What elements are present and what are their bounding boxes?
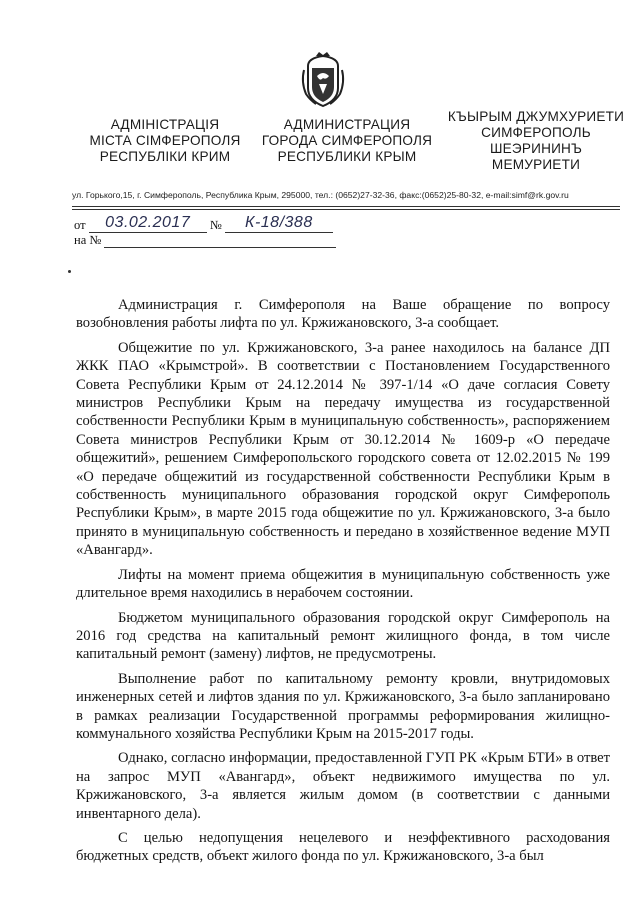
paragraph: Лифты на момент приема общежития в муниципальную собственность уже длительное время находились в нерабочем состоянии. bbox=[76, 566, 610, 602]
from-prefix: от bbox=[74, 218, 86, 232]
paragraph: С целью недопущения нецелевого и неэффективного расходования бюджетных средств, объект жилого фонда по ул. Кржижановского, 3-а был bbox=[76, 829, 610, 865]
outgoing-reference bbox=[74, 214, 333, 233]
org-line: ШЕЭРИНИНЪ bbox=[489, 141, 583, 156]
org-name-ukrainian bbox=[76, 117, 254, 165]
number-prefix: № bbox=[209, 218, 222, 232]
org-line: АДМІНІСТРАЦІЯ bbox=[110, 117, 220, 132]
paragraph: Бюджетом муниципального образования городской округ Симферополь на 2016 год средства на капитальный ремонт жилищного фонда, в том числе капитальный ремонт (замену) лифтов, не предусмотрены. bbox=[76, 609, 610, 663]
to-prefix: на № bbox=[74, 233, 102, 247]
paragraph: Общежитие по ул. Кржижановского, 3-а ранее находилось на балансе ДП ЖКК ПАО «Крымстрой». В соответствии с Постановлением Государственного Совета Республики Крым от 24.12.2014 № 397-1/14 «О даче согласия Совету министров Республики Крым на передачу имущества из государственной собственности Республики Крым в муниципальную собственность», распоряжением Совета министров Республики Крым от 30.12.2014 № 1609-р «О передаче общежитий», решением Симферопольского городского совета от 12.02.2015 № 199 «О передаче общежитий из государственной собственности Республики Крым в собственность муниципального образования городской округ Симферополь Республики Крым», в марте 2015 года общежитие по ул. Кржижановского, 3-а было принято в муниципальную собственность и передано в хозяйственное ведение МУП «Авангард». bbox=[76, 339, 610, 559]
coat-of-arms-icon bbox=[298, 52, 348, 110]
incoming-reference bbox=[74, 233, 336, 248]
org-name-russian bbox=[256, 117, 438, 165]
org-line: АДМИНИСТРАЦИЯ bbox=[283, 117, 411, 132]
org-line: СИМФЕРОПОЛЬ bbox=[481, 125, 591, 140]
org-line: ГОРОДА СИМФЕРОПОЛЯ bbox=[261, 133, 433, 148]
org-line: КЪЫРЫМ ДЖУМХУРИЕТИ bbox=[447, 109, 625, 124]
contact-address: ул. Горького,15, г. Симферополь, Республика Крым, 295000, тел.: (0652)27-32-36, факс:(0652)25-80-32, e-mail:simf@rk.gov.ru bbox=[72, 190, 569, 200]
incoming-number-blank bbox=[104, 233, 336, 248]
org-line: МЕМУРИЕТИ bbox=[491, 157, 581, 172]
org-line: МІСТА СІМФЕРОПОЛЯ bbox=[89, 133, 241, 148]
paragraph: Однако, согласно информации, предоставленной ГУП РК «Крым БТИ» в ответ на запрос МУП «Авангард», объект недвижимого имущества по ул. Кржижановского, 3-а является жилым домом (в соответствии с данными инвентарного дела). bbox=[76, 750, 610, 822]
org-line: РЕСПУБЛІКИ КРИМ bbox=[99, 149, 231, 164]
org-name-crimean-tatar bbox=[444, 109, 626, 173]
scan-mark bbox=[68, 270, 71, 273]
letter-date: 03.02.2017 bbox=[89, 214, 207, 233]
letter-body bbox=[76, 296, 610, 870]
header-divider bbox=[72, 209, 620, 210]
header-divider bbox=[72, 206, 620, 207]
letter-number: К-18/388 bbox=[225, 214, 333, 233]
paragraph: Выполнение работ по капитальному ремонту кровли, внутридомовых инженерных сетей и лифтов здания по ул. Кржижановского, 3-а было запланировано в рамках реализации Государственной программы реформирования жилищно-коммунального хозяйства Республики Крым на 2015-2017 годы. bbox=[76, 670, 610, 742]
paragraph: Администрация г. Симферополя на Ваше обращение по вопросу возобновления работы лифта по ул. Кржижановского, 3-а сообщает. bbox=[76, 297, 610, 332]
org-line: РЕСПУБЛИКИ КРЫМ bbox=[277, 149, 417, 164]
